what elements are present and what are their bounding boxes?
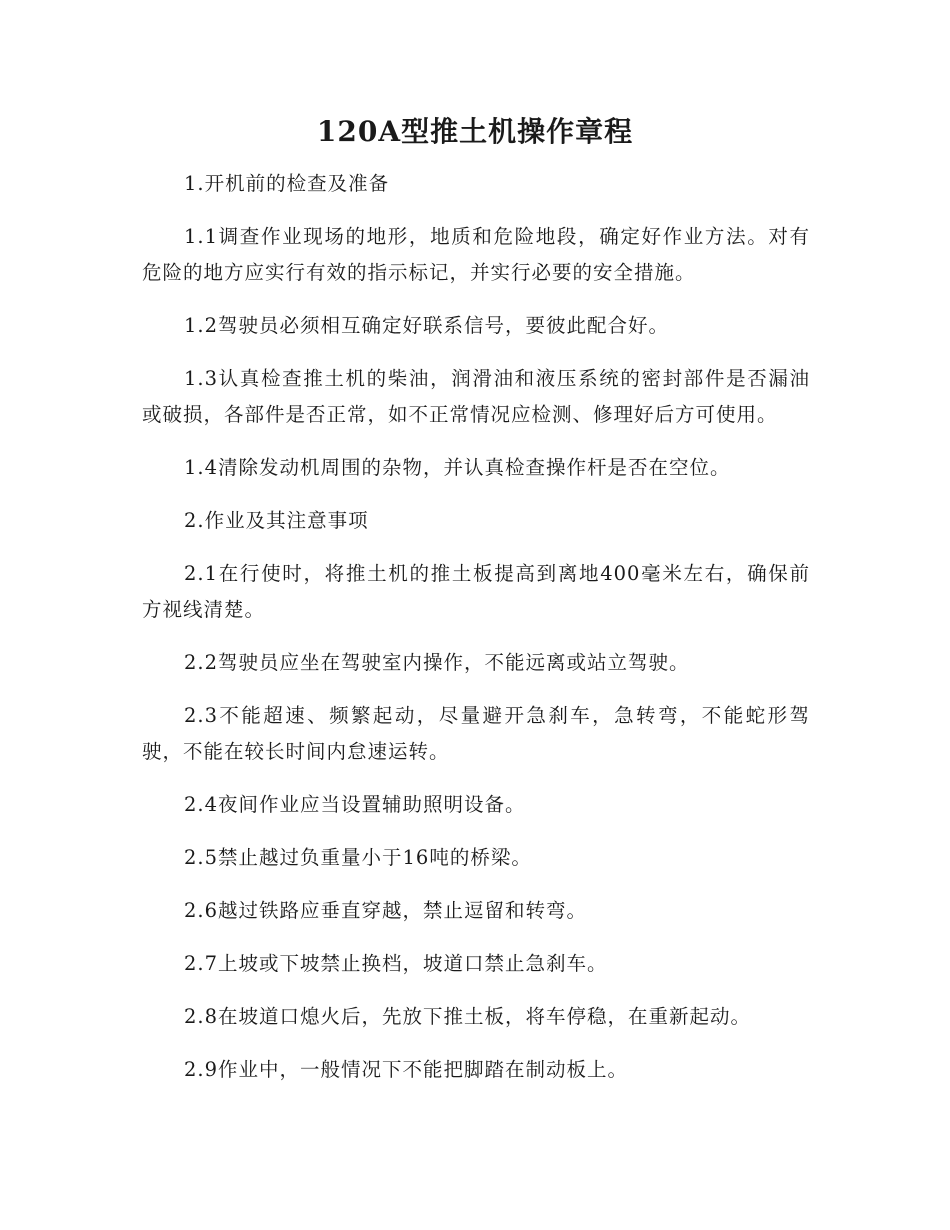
- paragraph-1-4: 1.4清除发动机周围的杂物，并认真检查操作杆是否在空位。: [184, 456, 731, 479]
- paragraph-2-9: 2.9作业中，一般情况下不能把脚踏在制动板上。: [184, 1058, 629, 1081]
- paragraph-2-6: 2.6越过铁路应垂直穿越，禁止逗留和转弯。: [184, 899, 588, 922]
- paragraph-2-3: 2.3不能超速、频繁起动，尽量避开急刹车，急转弯，不能蛇形驾驶，不能在较长时间内怠速运转。: [142, 704, 810, 763]
- paragraph-2-4: 2.4夜间作业应当设置辅助照明设备。: [184, 793, 526, 816]
- paragraph-2-5: 2.5禁止越过负重量小于16吨的桥梁。: [184, 846, 532, 869]
- paragraph-1-1: 1.1调查作业现场的地形，地质和危险地段，确定好作业方法。对有危险的地方应实行有效的指示标记，并实行必要的安全措施。: [142, 225, 810, 284]
- paragraph-2-8: 2.8在坡道口熄火后，先放下推土板，将车停稳，在重新起动。: [184, 1005, 752, 1028]
- document-body: [142, 166, 810, 1105]
- paragraph-2-7: 2.7上坡或下坡禁止换档，坡道口禁止急刹车。: [184, 952, 608, 975]
- paragraph-2-1: 2.1在行使时，将推土机的推土板提高到离地400毫米左右，确保前方视线清楚。: [142, 562, 810, 621]
- section-heading-2: 2.作业及其注意事项: [184, 509, 369, 532]
- paragraph-1-3: 1.3认真检查推土机的柴油，润滑油和液压系统的密封部件是否漏油或破损，各部件是否正常，如不正常情况应检测、修理好后方可使用。: [142, 367, 810, 426]
- paragraph-1-2: 1.2驾驶员必须相互确定好联系信号，要彼此配合好。: [184, 314, 670, 337]
- paragraph-2-2: 2.2驾驶员应坐在驾驶室内操作，不能远离或站立驾驶。: [184, 651, 690, 674]
- section-heading-1: 1.开机前的检查及准备: [184, 172, 390, 195]
- document-title: 120A型推土机操作章程: [316, 115, 634, 148]
